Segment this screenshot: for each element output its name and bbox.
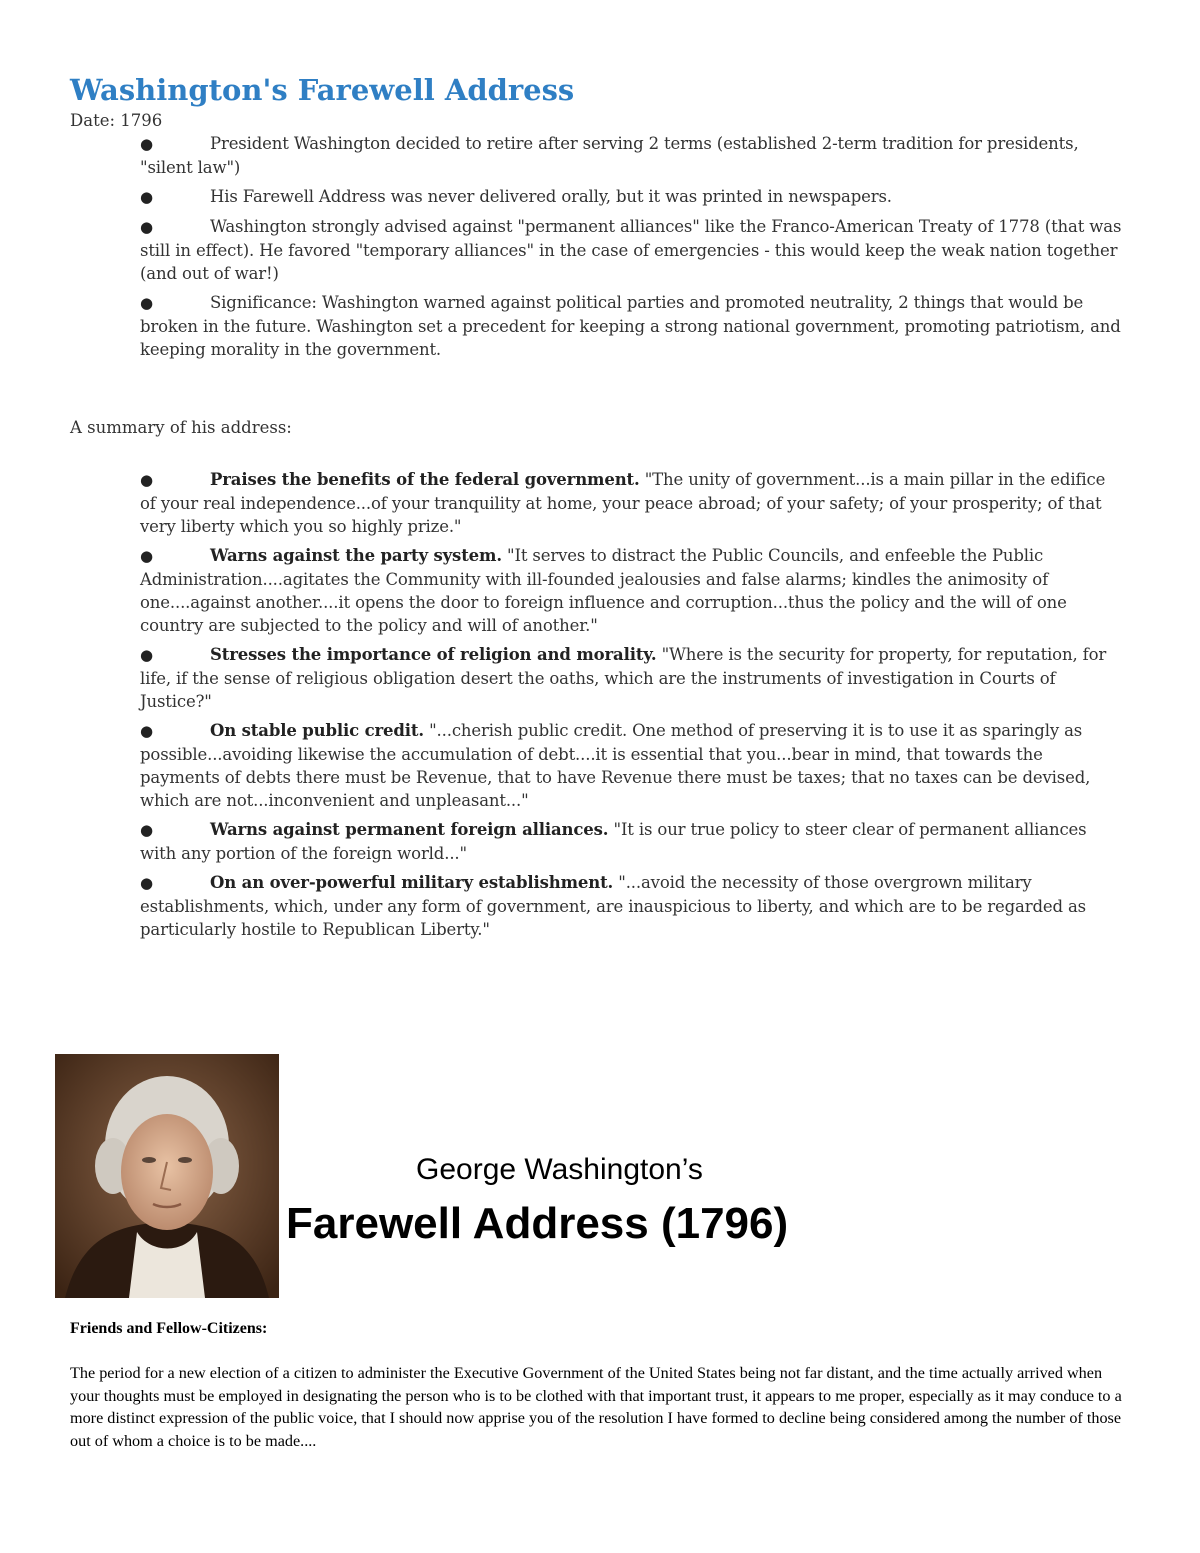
bullet-icon: ● [140, 471, 153, 489]
list-item [140, 544, 1125, 637]
summary-lead: Warns against the party system. [210, 546, 502, 565]
fact-text: His Farewell Address was never delivered orally, but it was printed in newspapers. [210, 187, 892, 206]
summary-lead: On stable public credit. [210, 721, 424, 740]
list-item [140, 291, 1125, 361]
bullet-icon: ● [140, 722, 153, 740]
bullet-icon: ● [140, 135, 153, 153]
summary-quote: "It is our true policy to steer clear of permanent alliances with any portion of the foreign world..." [140, 820, 1087, 863]
bullet-icon: ● [140, 821, 153, 839]
summary-lead: On an over-powerful military establishment. [210, 873, 614, 892]
summary-quote: "Where is the security for property, for reputation, for life, if the sense of religious obligation desert the oaths, which are the instruments of investigation in Courts of Justice?" [140, 645, 1107, 711]
portrait-illustration [55, 1054, 279, 1298]
list-item [140, 871, 1125, 941]
date-line: Date: 1796 [70, 111, 163, 130]
summary-lead: Warns against permanent foreign alliances. [210, 820, 609, 839]
summary-lead: Stresses the importance of religion and morality. [210, 645, 657, 664]
fact-text: President Washington decided to retire after serving 2 terms (established 2-term tradition for presidents, "silent law") [140, 134, 1079, 177]
list-item [140, 468, 1125, 538]
bullet-icon: ● [140, 188, 153, 206]
fact-text: Washington strongly advised against "permanent alliances" like the Franco-American Treaty of 1778 (that was still in effect). He favored "temporary alliances" in the case of emergencies - this would keep the weak nation together (and out of war!) [140, 217, 1122, 283]
list-item [140, 818, 1125, 865]
facts-list [140, 132, 1125, 367]
washington-portrait-image [55, 1054, 279, 1298]
address-excerpt: The period for a new election of a citizen to administer the Executive Government of the United States being not far distant, and the time actually arrived when your thoughts must be employed in designating the person who is to be clothed with that important trust, it appears to me proper, especially as it may conduce to a more distinct expression of the public voice, that I should now apprise you of the resolution I have formed to decline being considered among the number of those out of whom a choice is to be made.... [70, 1364, 1122, 1450]
summary-quote: "...avoid the necessity of those overgrown military establishments, which, under any form of government, are inauspicious to liberty, and which are to be regarded as particularly hostile to Republican Liberty." [140, 873, 1087, 939]
list-item [140, 185, 1125, 209]
list-item [140, 215, 1125, 285]
salutation: Friends and Fellow-Citizens: [70, 1320, 268, 1337]
list-item [140, 132, 1125, 179]
bullet-icon: ● [140, 294, 153, 312]
banner-title: Farewell Address (1796) [286, 1199, 789, 1248]
bullet-icon: ● [140, 874, 153, 892]
summary-quote: "...cherish public credit. One method of preserving it is to use it as sparingly as possible...avoiding likewise the accumulation of debt....it is essential that you...bear in mind, that towards the payments of debts there must be Revenue, that to have Revenue there must be taxes; that no taxes can be devised, which are not...inconvenient and unpleasant..." [140, 721, 1091, 810]
page-title: Washington's Farewell Address [70, 73, 575, 107]
bullet-icon: ● [140, 547, 153, 565]
summary-quote: "It serves to distract the Public Councils, and enfeeble the Public Administration....agitates the Community with ill-founded jealousies and false alarms; kindles the animosity of one....against another....it opens the door to foreign influence and corruption...thus the policy and the will of one country are subjected to the policy and will of another." [140, 546, 1067, 635]
fact-text: Significance: Washington warned against political parties and promoted neutrality, 2 things that would be broken in the future. Washington set a precedent for keeping a strong national government, promoting patriotism, and keeping morality in the government. [140, 293, 1121, 359]
list-item [140, 719, 1125, 812]
summary-label: A summary of his address: [70, 418, 292, 437]
summary-quote: "The unity of government...is a main pillar in the edifice of your real independence...of your tranquility at home, your peace abroad; of your safety; of your prosperity; of that very liberty which you so highly prize." [140, 470, 1106, 536]
bullet-icon: ● [140, 646, 153, 664]
banner-subtitle: George Washington’s [416, 1153, 703, 1186]
summary-list [140, 468, 1125, 947]
list-item [140, 643, 1125, 713]
bullet-icon: ● [140, 218, 153, 236]
summary-lead: Praises the benefits of the federal government. [210, 470, 640, 489]
